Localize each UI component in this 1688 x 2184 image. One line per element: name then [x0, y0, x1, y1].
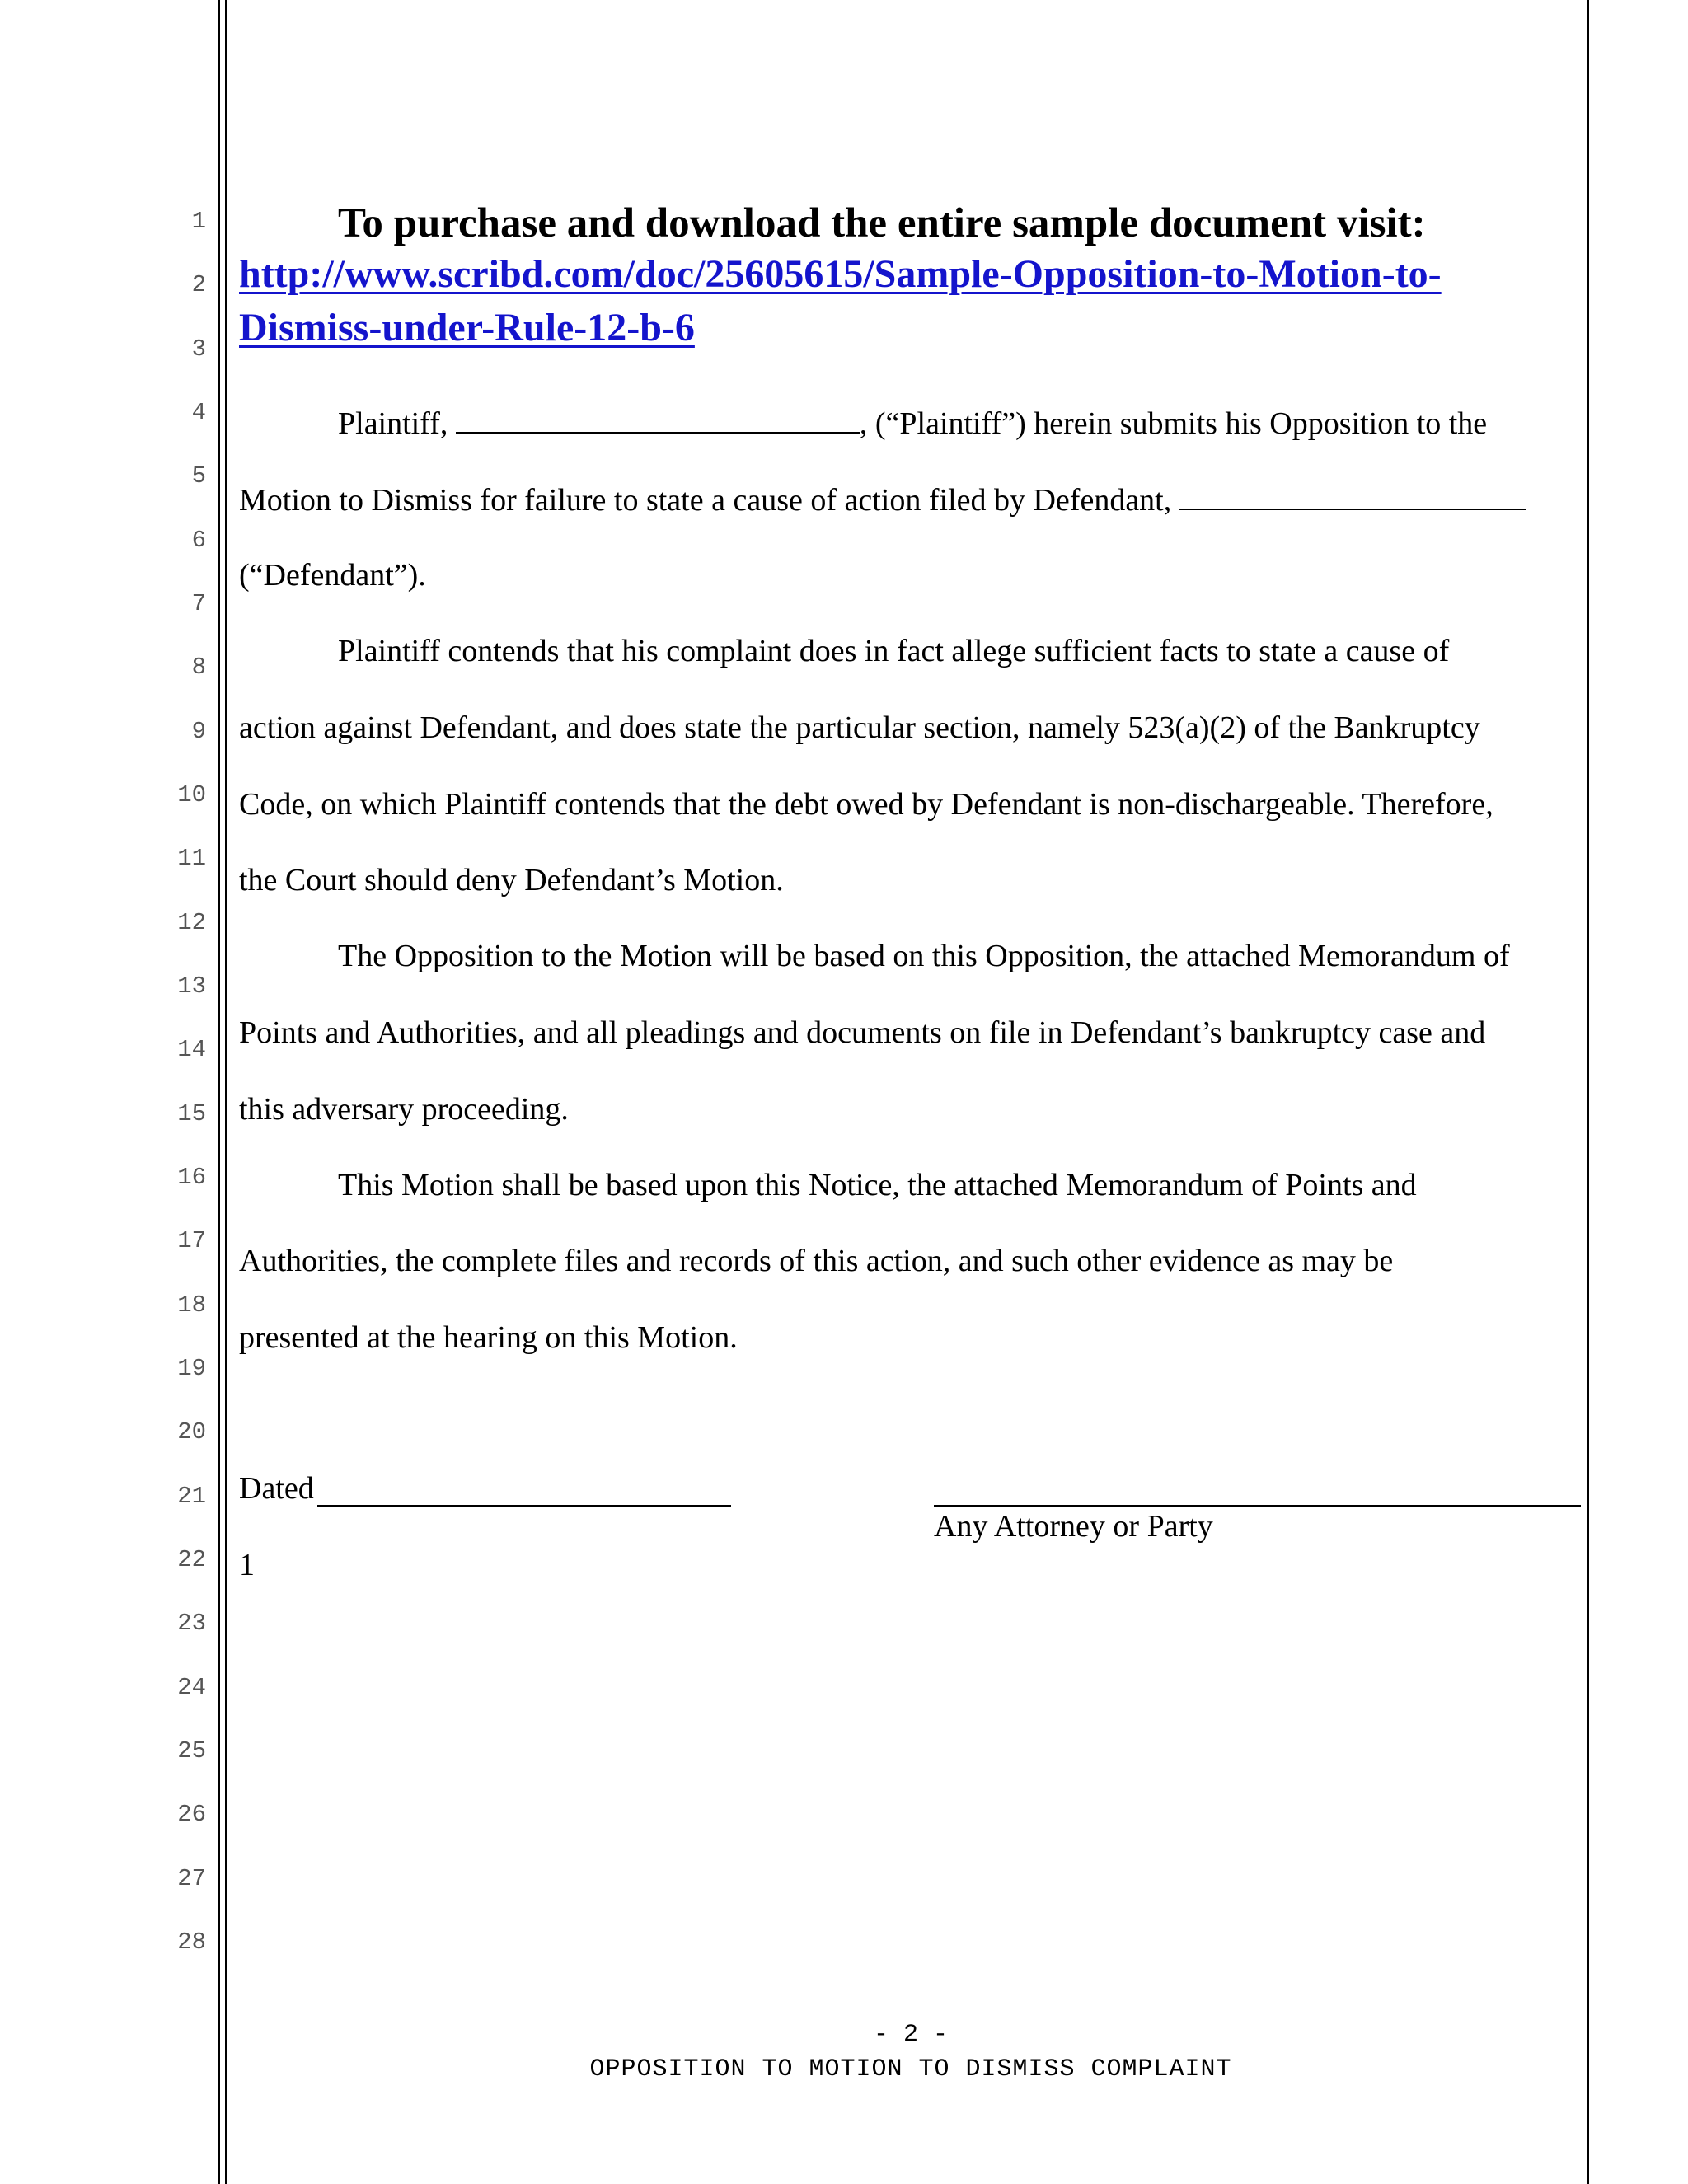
right-margin-rule — [1587, 0, 1589, 2184]
line-number: 19 — [177, 1355, 206, 1382]
paragraph-line: Plaintiff contends that his complaint does in fact allege sufficient facts to state a cause of — [338, 634, 1450, 668]
paragraph-line: Code, on which Plaintiff contends that the debt owed by Defendant is non-dischargeable. Therefore, — [239, 787, 1493, 822]
line-number: 27 — [177, 1865, 206, 1892]
plaintiff-label: Plaintiff, — [338, 406, 456, 441]
footer-page-number: - 2 - — [873, 2021, 948, 2049]
signer-label: Any Attorney or Party — [934, 1509, 1213, 1544]
paragraph-line: (“Defendant”). — [239, 558, 426, 593]
left-margin-rule — [218, 0, 220, 2184]
paragraph-line: presented at the hearing on this Motion. — [239, 1320, 738, 1355]
page-marker: 1 — [239, 1548, 255, 1582]
line-number: 15 — [177, 1100, 206, 1127]
left-margin-rule-inner — [225, 0, 227, 2184]
line-number: 8 — [191, 654, 206, 681]
defendant-name-blank — [1179, 484, 1526, 510]
line-number: 22 — [177, 1546, 206, 1573]
paragraph-line — [239, 484, 1526, 516]
scribd-link-continued[interactable]: Dismiss-under-Rule-12-b-6 — [239, 306, 695, 349]
line-number: 12 — [177, 909, 206, 936]
line-number: 11 — [177, 845, 206, 872]
line-number: 16 — [177, 1164, 206, 1191]
paragraph-line: this adversary proceeding. — [239, 1092, 569, 1127]
line-number: 25 — [177, 1737, 206, 1765]
paragraph-line: the Court should deny Defendant’s Motion. — [239, 863, 784, 898]
line-number: 7 — [191, 590, 206, 617]
line-number: 21 — [177, 1483, 206, 1510]
signature-line — [934, 1505, 1581, 1507]
line-number: 1 — [191, 208, 206, 235]
paragraph-text: Motion to Dismiss for failure to state a cause of action filed by Defendant, — [239, 483, 1179, 518]
scribd-link[interactable]: http://www.scribd.com/doc/25605615/Sample-Opposition-to-Motion-to- — [239, 252, 1442, 296]
purchase-heading: To purchase and download the entire sample document visit: — [338, 200, 1426, 246]
line-number: 18 — [177, 1291, 206, 1319]
paragraph-text: , (“Plaintiff”) herein submits his Opposition to the — [859, 406, 1488, 441]
line-number: 10 — [177, 781, 206, 808]
line-number: 5 — [191, 462, 206, 490]
plaintiff-name-blank — [456, 407, 860, 434]
paragraph-line: This Motion shall be based upon this Notice, the attached Memorandum of Points and — [338, 1168, 1417, 1202]
line-number: 24 — [177, 1674, 206, 1701]
line-number: 9 — [191, 718, 206, 745]
line-number: 2 — [191, 271, 206, 298]
footer-title: OPPOSITION TO MOTION TO DISMISS COMPLAINT — [589, 2055, 1232, 2083]
paragraph-line — [338, 407, 1487, 439]
paragraph-line: Points and Authorities, and all pleadings and documents on file in Defendant’s bankruptcy case and — [239, 1015, 1486, 1050]
line-number: 4 — [191, 399, 206, 426]
line-number: 14 — [177, 1036, 206, 1063]
paragraph-line: Authorities, the complete files and records of this action, and such other evidence as may be — [239, 1244, 1394, 1278]
paragraph-line: The Opposition to the Motion will be based on this Opposition, the attached Memorandum of — [338, 939, 1510, 973]
line-number: 6 — [191, 527, 206, 554]
line-number: 20 — [177, 1418, 206, 1446]
line-number: 13 — [177, 972, 206, 1000]
line-number: 26 — [177, 1801, 206, 1828]
line-number: 17 — [177, 1227, 206, 1254]
paragraph-line: action against Defendant, and does state the particular section, namely 523(a)(2) of the Bankruptcy — [239, 710, 1480, 745]
date-blank-line — [317, 1505, 731, 1507]
dated-label: Dated — [239, 1471, 314, 1506]
line-number: 23 — [177, 1610, 206, 1637]
line-number: 3 — [191, 335, 206, 363]
line-number: 28 — [177, 1929, 206, 1956]
